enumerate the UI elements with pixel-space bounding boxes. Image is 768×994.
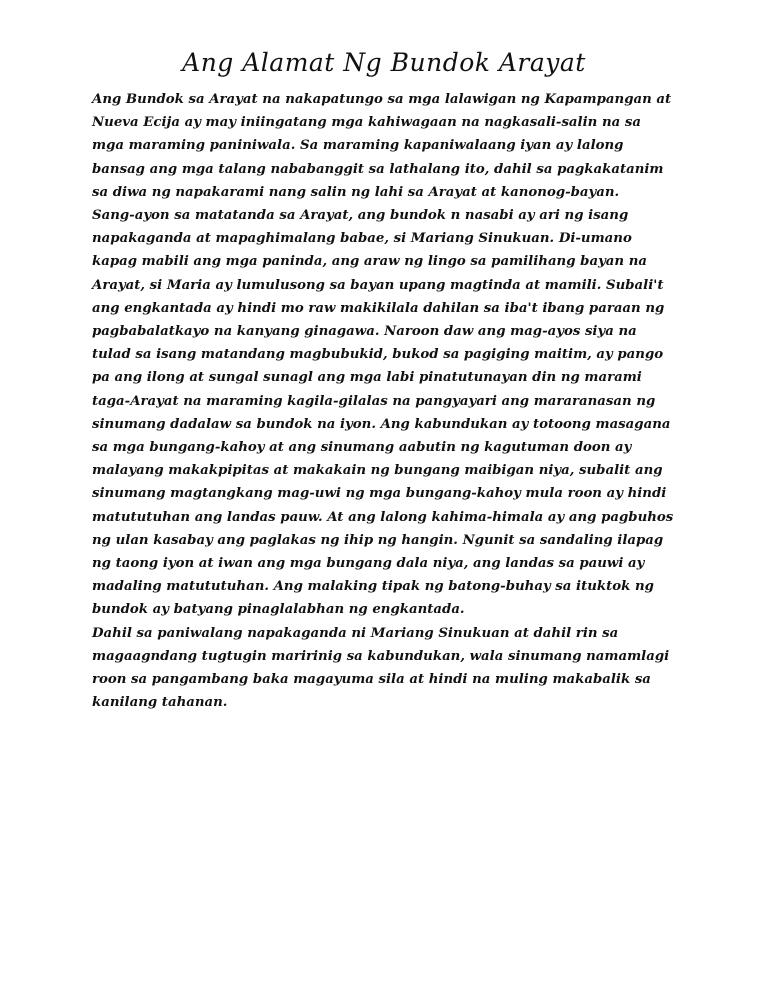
document-body	[92, 88, 676, 714]
paragraph: Dahil sa paniwalang napakaganda ni Mariang Sinukuan at dahil rin sa magaagndang tugtugin maririnig sa kabundukan, wala sinumang namamlagi roon sa pangambang baka magayuma sila at hindi na muling makabalik sa kanilang tahanan.	[92, 625, 670, 711]
paragraph: Sang-ayon sa matatanda sa Arayat, ang bundok n nasabi ay ari ng isang napakaganda at mapaghimalang babae, si Mariang Sinukuan. Di-umano kapag mabili ang mga paninda, ang araw ng lingo sa pamilihang bayan na Arayat, si Maria ay lumulusong sa bayan upang magtinda at mamili. Subali't ang engkantada ay hindi mo raw makikilala dahilan sa iba't ibang paraan ng pagbabalatkayo na kanyang ginagawa. Naroon daw ang mag-ayos siya na tulad sa isang matandang magbubukid, bukod sa pagiging maitim, ay pango pa ang ilong at sungal sunagl ang mga labi pinatutunayan din ng marami taga-Arayat na maraming kagila-gilalas na pangyayari ang mararanasan ng sinumang dadalaw sa bundok na iyon. Ang kabundukan ay totoong masagana sa mga bungang-kahoy at ang sinumang aabutin ng kagutuman doon ay malayang makakpipitas at makakain ng bungang maibigan niya, subalit ang sinumang magtangkang mag-uwi ng mga bungang-kahoy mula roon ay hindi matututuhan ang landas pauw. At ang lalong kahima-himala ay ang pagbuhos ng ulan kasabay ang paglakas ng ihip ng hangin. Ngunit sa sandaling ilapag ng taong iyon at iwan ang mga bungang dala niya, ang landas sa pauwi ay madaling matututuhan. Ang malaking tipak ng batong-buhay sa ituktok ng bundok ay batyang pinaglalabhan ng engkantada.	[92, 208, 674, 618]
paragraph: Ang Bundok sa Arayat na nakapatungo sa mga lalawigan ng Kapampangan at Nueva Ecija ay may iniingatang mga kahiwagaan na nagkasali-salin na sa mga maraming paniniwala. Sa maraming kapaniwalaang iyan ay lalong bansag ang mga talang nababanggit sa lathalang ito, dahil sa pagkakatanim sa diwa ng napakarami nang salin ng lahi sa Arayat at kanonog-bayan.	[92, 92, 672, 200]
document-title: Ang Alamat Ng Bundok Arayat	[182, 48, 586, 77]
